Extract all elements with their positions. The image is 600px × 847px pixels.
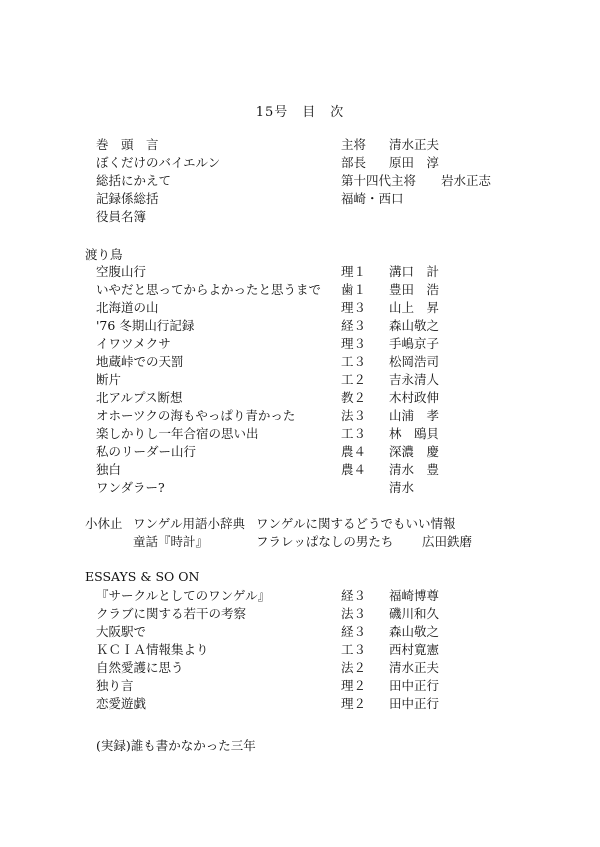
kokyushi-item: ワンゲル用語小辞典 xyxy=(133,516,246,531)
entry-author: 磯川和久 xyxy=(389,606,440,621)
entry-role: 主将 xyxy=(341,137,367,152)
entry-title: 大阪駅で xyxy=(96,624,147,639)
entry-title: オホーツクの海もやっぱり青かった xyxy=(96,408,296,423)
toc-entry xyxy=(0,208,600,226)
toc-entry xyxy=(0,677,600,695)
entry-author: 西村寛憲 xyxy=(389,642,440,657)
entry-title: '76 冬期山行記録 xyxy=(96,318,195,333)
entry-year: 法３ xyxy=(341,606,367,621)
entry-author: 山上 昇 xyxy=(389,300,440,315)
entry-author: 清水 豊 xyxy=(389,462,440,477)
entry-year: 工３ xyxy=(341,642,367,657)
kokyushi-author: 広田鉄磨 xyxy=(422,534,473,549)
entry-title: ぼくだけのバイエルン xyxy=(96,155,221,170)
entry-author: 岩水正志 xyxy=(441,173,492,188)
toc-entry xyxy=(0,335,600,353)
entry-role: 福崎・西口 xyxy=(341,191,404,206)
section-heading-wataridori: 渡り鳥 xyxy=(85,247,123,262)
entry-title: ワンダラー? xyxy=(96,480,165,495)
toc-entry xyxy=(0,641,600,659)
entry-year: 経３ xyxy=(341,318,367,333)
entry-year: 経３ xyxy=(341,624,367,639)
entry-year: 工３ xyxy=(341,354,367,369)
toc-entry xyxy=(0,623,600,641)
entry-title: 『サークルとしてのワンゲル』 xyxy=(96,588,271,603)
entry-author: 豊田 浩 xyxy=(389,282,440,297)
toc-entry xyxy=(0,443,600,461)
entry-title: いやだと思ってからよかったと思うまで xyxy=(96,282,322,297)
kokyushi-item: ワンゲルに関するどうでもいい情報 xyxy=(256,516,456,531)
entry-author: 木村政伸 xyxy=(389,390,440,405)
entry-title: 役員名簿 xyxy=(96,209,147,224)
kokyushi-item: フラレッぱなしの男たち xyxy=(256,534,394,549)
entry-title: 巻 頭 言 xyxy=(96,137,159,152)
entry-year: 工３ xyxy=(341,426,367,441)
entry-author: 山浦 孝 xyxy=(389,408,440,423)
entry-author: 清水 xyxy=(389,480,415,495)
toc-entry xyxy=(0,154,600,172)
entry-title: 私のリーダー山行 xyxy=(96,444,197,459)
toc-entry xyxy=(0,136,600,154)
entry-author: 清水正夫 xyxy=(389,137,440,152)
entry-title: 独白 xyxy=(96,462,122,477)
toc-entry xyxy=(0,263,600,281)
toc-entry xyxy=(0,353,600,371)
appendix-entry: (実録)誰も書かなかった三年 xyxy=(96,738,256,753)
entry-role: 第十四代主将 xyxy=(341,173,417,188)
entry-title: ＫＣＩＡ情報集より xyxy=(96,642,209,657)
entry-title: 楽しかりし一年合宿の思い出 xyxy=(96,426,259,441)
entry-year: 理３ xyxy=(341,300,367,315)
entry-author: 原田 淳 xyxy=(389,155,440,170)
entry-title: イワツメクサ xyxy=(96,336,171,351)
toc-entry xyxy=(0,172,600,190)
section-heading-essays: ESSAYS & SO ON xyxy=(85,569,200,584)
entry-author: 松岡浩司 xyxy=(389,354,440,369)
entry-author: 深濃 慶 xyxy=(389,444,440,459)
page-title: 15号 目 次 xyxy=(255,105,345,120)
entry-title: 総括にかえて xyxy=(96,173,172,188)
toc-entry xyxy=(0,695,600,713)
entry-year: 教２ xyxy=(341,390,367,405)
entry-year: 工２ xyxy=(341,372,367,387)
entry-year: 理３ xyxy=(341,336,367,351)
entry-title: 恋愛遊戯 xyxy=(96,696,147,711)
entry-year: 歯１ xyxy=(341,282,367,297)
entry-title: 北アルプス断想 xyxy=(96,390,183,405)
toc-entry xyxy=(0,461,600,479)
entry-year: 理１ xyxy=(341,264,367,279)
entry-author: 溝口 計 xyxy=(389,264,440,279)
toc-entry xyxy=(0,317,600,335)
entry-author: 森山敬之 xyxy=(389,624,440,639)
entry-year: 理２ xyxy=(341,678,367,693)
toc-entry xyxy=(0,659,600,677)
entry-title: 独り言 xyxy=(96,678,134,693)
entry-author: 吉永清人 xyxy=(389,372,440,387)
entry-year: 農４ xyxy=(341,444,367,459)
toc-entry xyxy=(0,371,600,389)
entry-year: 理２ xyxy=(341,696,367,711)
toc-entry xyxy=(0,299,600,317)
entry-author: 手嶋京子 xyxy=(389,336,440,351)
entry-title: 断片 xyxy=(96,372,122,387)
entry-year: 法２ xyxy=(341,660,367,675)
entry-year: 農４ xyxy=(341,462,367,477)
kokyushi-item: 童話『時計』 xyxy=(133,534,209,549)
toc-entry xyxy=(0,425,600,443)
entry-title: 記録係総括 xyxy=(96,191,159,206)
entry-author: 田中正行 xyxy=(389,696,440,711)
entry-author: 福崎博尊 xyxy=(389,588,440,603)
toc-entry xyxy=(0,479,600,497)
toc-entry xyxy=(0,389,600,407)
toc-entry xyxy=(0,407,600,425)
entry-author: 清水正夫 xyxy=(389,660,440,675)
toc-entry xyxy=(0,281,600,299)
entry-title: 地蔵峠での天罰 xyxy=(96,354,184,369)
entry-year: 経３ xyxy=(341,588,367,603)
entry-year: 法３ xyxy=(341,408,367,423)
entry-author: 田中正行 xyxy=(389,678,440,693)
toc-entry xyxy=(0,605,600,623)
section-heading-kokyushi: 小休止 xyxy=(85,516,123,531)
toc-entry xyxy=(0,190,600,208)
toc-entry xyxy=(0,587,600,605)
entry-title: 空腹山行 xyxy=(96,264,147,279)
entry-role: 部長 xyxy=(341,155,367,170)
entry-author: 森山敬之 xyxy=(389,318,440,333)
entry-title: クラブに関する若干の考察 xyxy=(96,606,247,621)
entry-title: 北海道の山 xyxy=(96,300,159,315)
entry-title: 自然愛護に思う xyxy=(96,660,184,675)
entry-author: 林 鴎貝 xyxy=(389,426,440,441)
